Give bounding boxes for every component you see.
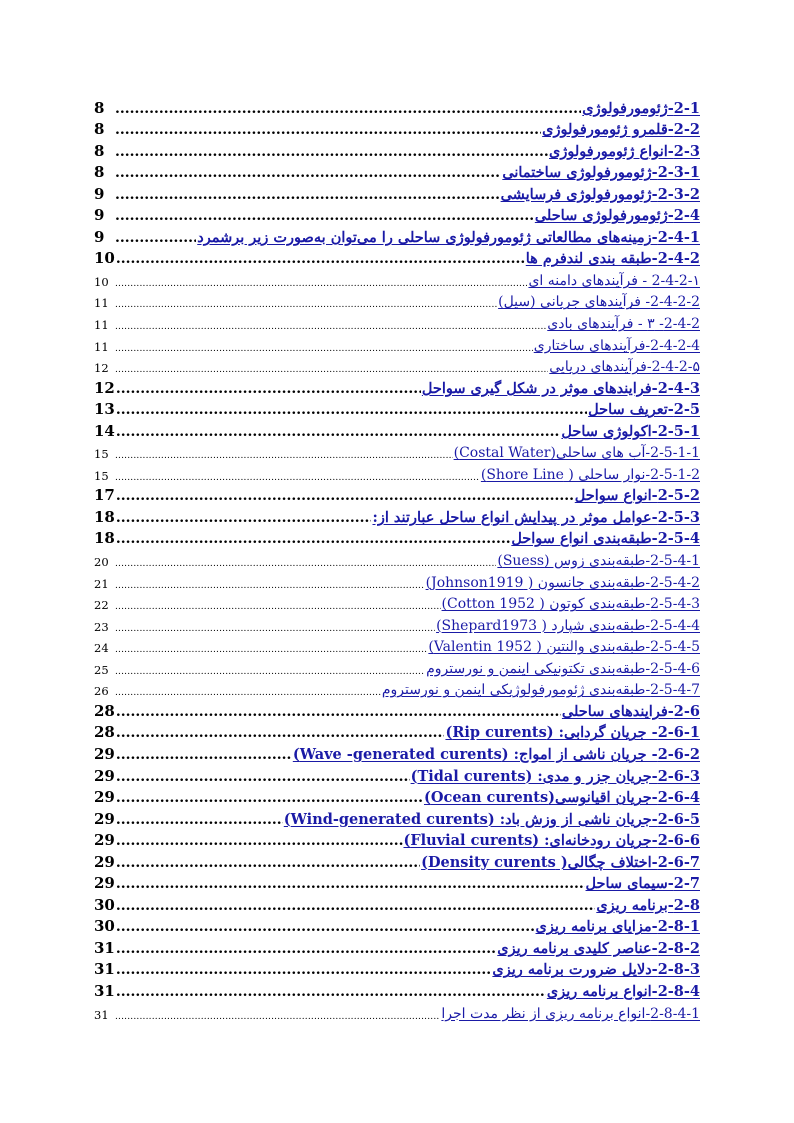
toc-page-number: 11 bbox=[94, 296, 109, 311]
toc-page-number: 29 bbox=[94, 874, 115, 893]
toc-page-number: 29 bbox=[94, 809, 115, 828]
toc-entry[interactable] bbox=[94, 267, 700, 289]
toc-dot-leader bbox=[116, 747, 292, 763]
toc-entry-title-link[interactable]: 2-5-4-7-طبقه‌بندی ژئومورفولوژیکی اینمن و نورستروم bbox=[381, 682, 700, 699]
toc-entry-title-link[interactable]: 2-4-2- ۳ - فرآیندهای بادی bbox=[547, 316, 700, 333]
toc-entry-title-link[interactable]: 2-6-فرایندهای ساحلی bbox=[561, 702, 700, 720]
toc-entry[interactable] bbox=[94, 785, 700, 807]
toc-dot-leader bbox=[115, 165, 501, 181]
toc-dot-leader bbox=[115, 602, 441, 612]
toc-entry-title-link[interactable]: 2-6-3-جریان جزر و مدی: (Tidal curents) bbox=[410, 767, 700, 785]
toc-entry[interactable] bbox=[94, 289, 700, 311]
toc-dot-leader bbox=[116, 833, 403, 849]
toc-entry[interactable] bbox=[94, 397, 700, 419]
toc-entry[interactable] bbox=[94, 526, 700, 548]
toc-dot-leader bbox=[116, 984, 546, 1000]
toc-entry-title-link[interactable]: 2-3-1-ژئومورفولوژی ساختمانی bbox=[502, 164, 700, 182]
toc-page-number: 28 bbox=[94, 723, 115, 742]
toc-entry-title-link[interactable]: 2-8-4-انواع برنامه ریزی bbox=[546, 982, 700, 1000]
toc-entry-title-link[interactable]: 2-5-4-6-طبقه‌بندی تکتونیکی اینمن و نورستروم bbox=[426, 660, 700, 677]
toc-entry-title-link[interactable]: 2-6-1- جریان گردابی: (Rip curents) bbox=[445, 724, 700, 742]
toc-entry-title-link[interactable]: 2-8-4-1-انواع برنامه ریزی از نظر مدت اجرا bbox=[441, 1005, 700, 1022]
toc-entry[interactable] bbox=[94, 655, 700, 677]
toc-entry[interactable] bbox=[94, 418, 700, 440]
toc-entry[interactable] bbox=[94, 892, 700, 914]
toc-entry-title-link[interactable]: 2-5-4-3-طبقه‌بندی کوتون ( Cotton 1952) bbox=[441, 596, 700, 613]
toc-entry-title-link[interactable]: 2-6-7-اختلاف چگالی( Density curents) bbox=[421, 853, 700, 871]
toc-entry[interactable] bbox=[94, 763, 700, 785]
toc-page-number: 12 bbox=[94, 361, 109, 376]
toc-page-number: 11 bbox=[94, 318, 109, 333]
toc-page-number: 31 bbox=[94, 981, 115, 1000]
toc-dot-leader bbox=[115, 1012, 440, 1022]
toc-page-number: 8 bbox=[94, 120, 105, 139]
toc-dot-leader bbox=[116, 402, 587, 418]
toc-page-number: 17 bbox=[94, 486, 115, 505]
toc-entry[interactable] bbox=[94, 677, 700, 699]
toc-dot-leader bbox=[115, 122, 541, 138]
toc-dot-leader bbox=[116, 962, 492, 978]
toc-entry-title-link[interactable]: 2-5-1-2-نوار ساحلی ( Shore Line) bbox=[480, 466, 700, 483]
toc-dot-leader bbox=[116, 919, 535, 935]
toc-page-number: 18 bbox=[94, 507, 115, 526]
toc-page-number: 13 bbox=[94, 400, 115, 419]
toc-entry[interactable] bbox=[94, 310, 700, 332]
toc-entry[interactable] bbox=[94, 914, 700, 936]
toc-dot-leader bbox=[116, 855, 420, 871]
toc-page-number: 15 bbox=[94, 447, 109, 462]
toc-entry[interactable] bbox=[94, 246, 700, 268]
toc-dot-leader bbox=[115, 667, 425, 677]
toc-dot-leader bbox=[115, 624, 435, 634]
toc-page-number: 31 bbox=[94, 960, 115, 979]
toc-dot-leader bbox=[116, 251, 525, 267]
toc-page-number: 28 bbox=[94, 701, 115, 720]
toc-entry[interactable] bbox=[94, 461, 700, 483]
toc-entry[interactable] bbox=[94, 828, 700, 850]
toc-page-number: 10 bbox=[94, 274, 109, 289]
toc-page-number: 29 bbox=[94, 831, 115, 850]
toc-entry[interactable] bbox=[94, 160, 700, 182]
toc-entry-title-link[interactable]: 2-8-2-عناصر کلیدی برنامه ریزی bbox=[497, 939, 700, 957]
toc-entry-title-link[interactable]: 2-2-قلمرو ژئومورفولوژی bbox=[542, 121, 700, 139]
toc-entry[interactable] bbox=[94, 871, 700, 893]
toc-entry[interactable] bbox=[94, 95, 700, 117]
toc-page-number: 31 bbox=[94, 1007, 109, 1022]
toc-page-number: 8 bbox=[94, 163, 105, 182]
toc-dot-leader bbox=[115, 365, 548, 375]
toc-entry-title-link[interactable]: 2-6-2- جریان ناشی از امواج: (Wave -generated curents) bbox=[292, 745, 700, 763]
toc-entry-title-link[interactable]: 2-4-2-۱ - فرآیندهای دامنه ای bbox=[528, 272, 700, 289]
toc-page-number: 25 bbox=[94, 662, 109, 677]
toc-entry[interactable] bbox=[94, 504, 700, 526]
toc-page-number: 9 bbox=[94, 206, 105, 225]
toc-page-number: 20 bbox=[94, 555, 109, 570]
toc-entry-title-link[interactable]: 2-8-3-دلایل ضرورت برنامه ریزی bbox=[492, 961, 700, 979]
toc-entry-title-link[interactable]: 2-5-تعریف ساحل bbox=[588, 401, 700, 419]
toc-dot-leader bbox=[115, 645, 427, 655]
toc-entry[interactable] bbox=[94, 483, 700, 505]
toc-dot-leader bbox=[115, 279, 527, 289]
toc-entry[interactable] bbox=[94, 806, 700, 828]
toc-dot-leader bbox=[116, 898, 595, 914]
toc-dot-leader bbox=[116, 704, 561, 720]
toc-dot-leader bbox=[115, 451, 453, 461]
toc-entry-title-link[interactable]: 2-6-5-جریان ناشی از وزش باد: (Wind-generated curents) bbox=[283, 810, 700, 828]
toc-entry-title-link[interactable]: 2-5-4-4-طبقه‌بندی شپارد ( Shepard1973) bbox=[436, 617, 700, 634]
toc-dot-leader bbox=[115, 559, 496, 569]
toc-entry[interactable] bbox=[94, 332, 700, 354]
toc-page-number: 22 bbox=[94, 598, 109, 613]
toc-entry[interactable] bbox=[94, 957, 700, 979]
toc-dot-leader bbox=[116, 769, 410, 785]
toc-dot-leader bbox=[115, 208, 534, 224]
toc-dot-leader bbox=[115, 144, 548, 160]
toc-entry[interactable] bbox=[94, 203, 700, 225]
toc-entry-title-link[interactable]: 2-4-2-طبقه بندی لندفرم ها bbox=[525, 250, 700, 268]
toc-dot-leader bbox=[115, 688, 381, 698]
toc-entry-title-link[interactable]: 2-4-3-فرایندهای موثر در شکل گیری سواحل bbox=[421, 379, 700, 397]
toc-dot-leader bbox=[115, 473, 480, 483]
toc-page-number: 30 bbox=[94, 895, 115, 914]
toc-entry[interactable] bbox=[94, 547, 700, 569]
toc-entry-title-link[interactable]: 2-3-2-ژئومورفولوژی فرسایشی bbox=[500, 185, 700, 203]
toc-entry[interactable] bbox=[94, 375, 700, 397]
toc-dot-leader bbox=[116, 876, 585, 892]
toc-dot-leader bbox=[115, 344, 533, 354]
toc-dot-leader bbox=[116, 488, 574, 504]
toc-dot-leader bbox=[115, 187, 500, 203]
toc-entry-title-link[interactable]: 2-4-2-۵-فرآیندهای دریایی bbox=[549, 359, 700, 376]
toc-entry-title-link[interactable]: 2-6-4-جریان اقیانوسی(Ocean curents) bbox=[423, 789, 700, 807]
toc-entry-title-link[interactable]: 2-6-6-جریان رودخانه‌ای: (Fluvial curents) bbox=[403, 832, 700, 850]
toc-dot-leader bbox=[115, 322, 546, 332]
toc-entry[interactable] bbox=[94, 978, 700, 1000]
toc-dot-leader bbox=[116, 790, 423, 806]
toc-dot-leader bbox=[116, 531, 510, 547]
toc-page-number: 8 bbox=[94, 98, 105, 117]
toc-entry[interactable] bbox=[94, 117, 700, 139]
toc-entry-title-link[interactable]: 2-7-سیمای ساحل bbox=[585, 875, 700, 893]
toc-page-number: 21 bbox=[94, 576, 109, 591]
toc-entry[interactable] bbox=[94, 720, 700, 742]
toc-entry-title-link[interactable]: 2-5-4-طبقه‌بندی انواع سواحل bbox=[511, 530, 700, 548]
toc-entry[interactable] bbox=[94, 569, 700, 591]
toc-entry-title-link[interactable]: 2-5-4-5-طبقه‌بندی والنتین ( Valentin 1952) bbox=[428, 639, 700, 656]
toc-dot-leader bbox=[115, 101, 581, 117]
toc-entry[interactable] bbox=[94, 181, 700, 203]
toc-entry[interactable] bbox=[94, 741, 700, 763]
toc-page-number: 14 bbox=[94, 421, 115, 440]
toc-page-number: 29 bbox=[94, 852, 115, 871]
toc-entry[interactable] bbox=[94, 354, 700, 376]
toc-entry-title-link[interactable]: 2-4-1-زمینه‌های مطالعاتی ژئومورفولوژی ساحلی را می‌توان به‌صورت زیر برشمرد bbox=[197, 228, 700, 246]
toc-page-number: 29 bbox=[94, 766, 115, 785]
toc-page-number: 9 bbox=[94, 184, 105, 203]
toc-entry-title-link[interactable]: 2-4-ژئومورفولوژی ساحلی bbox=[534, 207, 700, 225]
toc-entry[interactable] bbox=[94, 1000, 700, 1022]
toc-entry-title-link[interactable]: 2-5-4-1-طبقه‌بندی زوس (Suess) bbox=[497, 553, 700, 570]
toc-entry-title-link[interactable]: 2-5-1-اکولوژی ساحل bbox=[561, 422, 700, 440]
toc-dot-leader bbox=[115, 581, 425, 591]
toc-dot-leader bbox=[115, 230, 196, 246]
toc-dot-leader bbox=[116, 424, 561, 440]
toc-page-number: 11 bbox=[94, 339, 109, 354]
toc-page-number: 30 bbox=[94, 917, 115, 936]
toc-dot-leader bbox=[116, 725, 445, 741]
toc-entry[interactable] bbox=[94, 440, 700, 462]
toc-entry-title-link[interactable]: 2-1-ژئومورفولوژی bbox=[582, 99, 700, 117]
toc-entry[interactable] bbox=[94, 849, 700, 871]
toc-dot-leader bbox=[115, 300, 497, 310]
toc-page-number: 18 bbox=[94, 529, 115, 548]
toc-page-number: 8 bbox=[94, 141, 105, 160]
toc-entry-title-link[interactable]: 2-5-2-انواع سواحل bbox=[574, 487, 700, 505]
toc-entry[interactable] bbox=[94, 591, 700, 613]
toc-entry[interactable] bbox=[94, 634, 700, 656]
toc-dot-leader bbox=[116, 381, 421, 397]
toc-entry-title-link[interactable]: 2-8-1-مزایای برنامه ریزی bbox=[535, 918, 700, 936]
toc-page-number: 23 bbox=[94, 619, 109, 634]
toc-page-number: 15 bbox=[94, 468, 109, 483]
toc-entry-title-link[interactable]: 2-4-2-4-فرآیندهای ساختاری bbox=[533, 337, 700, 354]
toc-entry[interactable] bbox=[94, 612, 700, 634]
toc-page-number: 24 bbox=[94, 641, 109, 656]
toc-dot-leader bbox=[116, 941, 496, 957]
toc-page-number: 9 bbox=[94, 227, 105, 246]
table-of-contents bbox=[94, 95, 700, 1022]
toc-entry-title-link[interactable]: 2-5-3-عوامل موثر در پیدایش انواع ساحل عبارتند از: bbox=[372, 508, 700, 526]
toc-entry[interactable] bbox=[94, 224, 700, 246]
toc-entry-title-link[interactable]: 2-5-1-1-آب های ساحلی(Costal Water) bbox=[453, 445, 700, 462]
toc-entry-title-link[interactable]: 2-8-برنامه ریزی bbox=[596, 896, 700, 914]
toc-dot-leader bbox=[116, 812, 283, 828]
toc-dot-leader bbox=[116, 510, 372, 526]
toc-entry-title-link[interactable]: 2-5-4-2-طبقه‌بندی جانسون ( Johnson1919) bbox=[425, 574, 700, 591]
toc-page-number: 29 bbox=[94, 788, 115, 807]
toc-entry-title-link[interactable]: 2-4-2-2- فرآیندهای جریانی (سیل) bbox=[498, 294, 700, 311]
toc-entry[interactable] bbox=[94, 138, 700, 160]
toc-page-number: 31 bbox=[94, 938, 115, 957]
toc-page-number: 12 bbox=[94, 378, 115, 397]
toc-entry[interactable] bbox=[94, 935, 700, 957]
toc-page-number: 26 bbox=[94, 684, 109, 699]
toc-entry[interactable] bbox=[94, 698, 700, 720]
toc-page-number: 10 bbox=[94, 249, 115, 268]
toc-page-number: 29 bbox=[94, 744, 115, 763]
toc-entry-title-link[interactable]: 2-3-انواع ژئومورفولوژی bbox=[549, 142, 700, 160]
